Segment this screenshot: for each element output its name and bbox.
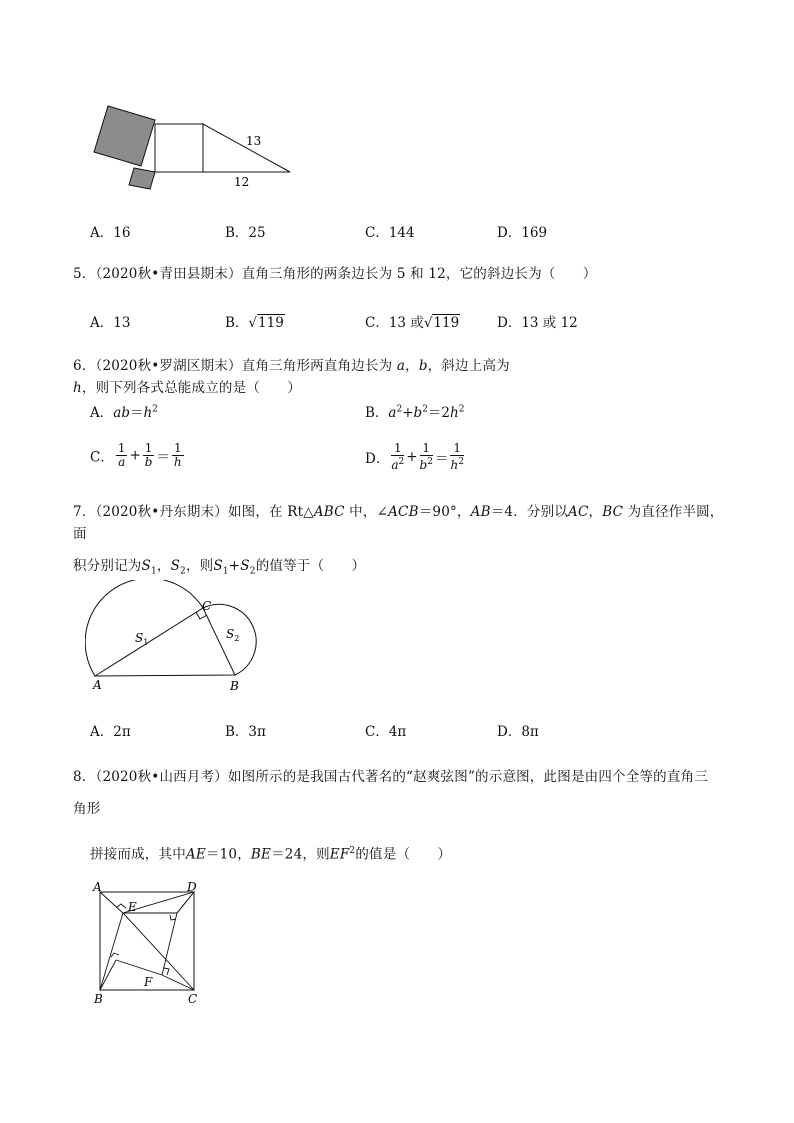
q6-option-b[interactable] [365,401,464,421]
q4-option-c[interactable]: C．144 [365,225,415,241]
q6-c-plus: + [129,447,141,464]
q6-b-exp-h: 2 [458,404,465,415]
q5-option-a[interactable]: A．13 [90,315,131,331]
label-c: C [202,599,212,613]
q6-b-var-b: b [413,405,423,421]
q6-var-h: h [73,380,82,396]
small-gray-square [129,168,155,189]
right-angle-mark-2 [170,915,176,920]
q5-option-c-label: C．13 或 [365,315,424,331]
right-angle-mark-e [117,904,126,908]
q6-option-d[interactable] [365,442,466,472]
q6-c-eq: ＝ [156,449,170,466]
label-f: F [144,975,153,989]
q6-d-frac-b: $\frac{1}{b^2}$ [419,441,433,472]
q6-b-eq: ＝ [427,405,442,421]
q6-option-d-label: D． [365,451,390,467]
q6-sep: ， [405,358,419,374]
q6-stem-pre: 6．（2020秋•罗湖区期末）直角三角形两直角边长为 [73,358,393,374]
semicircle-s1 [85,580,203,676]
label-s1: $S_1$ [135,631,149,647]
q7-option-a[interactable]: A．2π [90,724,131,740]
edge-c [162,975,194,990]
label-13: 13 [246,134,262,148]
q6-b-exp-a: 2 [396,404,403,415]
q6-c-frac-b: $\frac{1}{b}$ [144,441,153,469]
q6-option-c[interactable] [90,442,186,469]
q5-option-b[interactable]: B．√119 [225,315,284,331]
q6-option-a-label: A． [90,405,114,421]
q6-c-frac-h: $\frac{1}{h}$ [173,441,182,469]
right-angle-mark-3 [111,953,119,957]
q4-option-b[interactable]: B．25 [225,225,266,241]
q6-stem [73,355,733,399]
q6-stem-mid: ，斜边上高为 [427,358,510,374]
q7-stem [73,501,733,583]
q6-d-frac-h: $\frac{1}{h^2}$ [450,441,464,472]
q6-a-var-a: a [113,405,122,421]
q7-option-b[interactable]: B．3π [225,724,266,740]
q6-b-plus: + [402,405,414,421]
q5-option-b-label: B． [225,315,249,331]
label-d: D [187,880,197,894]
q6-b-exp-b: 2 [422,404,428,415]
figure-semicircles [85,580,270,695]
q8-stem-line1: 8．（2020秋•山西月考）如图所示的是我国古代著名的“赵爽弦图”的示意图，此图是由四个全等的直角三 [73,769,708,785]
q4-option-d[interactable]: D．169 [497,225,548,241]
q6-d-eq: ＝ [434,451,449,467]
q6-b-var-h: h [450,405,459,421]
q7-stem-line1: 7．（2020秋•丹东期末）如图，在 Rt△ABC 中，∠ACB＝90°，AB＝4．分别以AC，BC 为直径作半圆，面 [73,504,724,542]
triangle-abc [95,608,235,676]
q5-stem: 5．（2020秋•青田县期末）直角三角形的两条边长为 5 和 12，它的斜边长为（ ） [73,266,597,282]
q7-option-c[interactable]: C．4π [365,724,407,740]
right-triangle [203,124,290,172]
q6-option-b-label: B． [365,405,389,421]
q6-option-c-label: C． [90,449,114,466]
q6-var-b: b [418,358,428,374]
right-angle-mark-4 [164,968,169,975]
q6-a-var-b: b [121,405,130,421]
q6-option-a[interactable] [90,401,158,421]
q6-a-exp: 2 [152,404,158,415]
q5-option-d[interactable]: D．13 或 12 [497,315,578,331]
q5-option-c-radicand: 119 [433,315,460,331]
label-s2: $S_2$ [226,627,240,643]
q6-d-frac-a: $\frac{1}{a^2}$ [391,441,405,472]
q4-option-a[interactable]: A．16 [90,225,131,241]
q6-c-frac-a: $\frac{1}{a}$ [117,441,126,469]
q6-d-plus: + [406,449,418,465]
label-b: B [230,679,239,693]
triangle-1 [100,892,123,990]
q6-var-a: a [396,358,406,374]
label-e: E [128,900,137,914]
white-square [155,124,203,172]
inner-edge-bottom [116,960,162,975]
q5-option-c[interactable]: C．13 或√119 [365,315,460,331]
q8-stem-line2: 角形 [73,801,101,817]
inner-edge-right [162,913,177,975]
label-12: 12 [234,175,250,189]
q6-a-eq: ＝ [129,405,144,421]
q6-a-var-h: h [143,405,153,421]
q6-b-coef: 2 [441,405,451,421]
label-a: A [93,880,102,894]
label-b: B [94,992,103,1006]
figure-zhaoshuang [88,880,218,1008]
q6-stem-post: ，则下列各式总能成立的是（ ） [81,380,302,396]
q7-stem-line2: 积分别记为$S_1$，$S_2$，则$S_1+S_2$的值等于（ ） [73,558,366,577]
q5-option-b-radicand: 119 [258,315,284,331]
q8-stem-line3: 拼接而成，其中AE＝10，BE＝24，则$EF^2$的值是（ ） [90,846,452,863]
label-a: A [93,678,102,692]
figure-squares-triangle [88,98,298,194]
edge-d [177,892,194,913]
q7-option-d[interactable]: D．8π [497,724,539,740]
q6-b-var-a: a [388,405,397,421]
label-c: C [188,992,198,1006]
large-gray-square [94,106,155,166]
